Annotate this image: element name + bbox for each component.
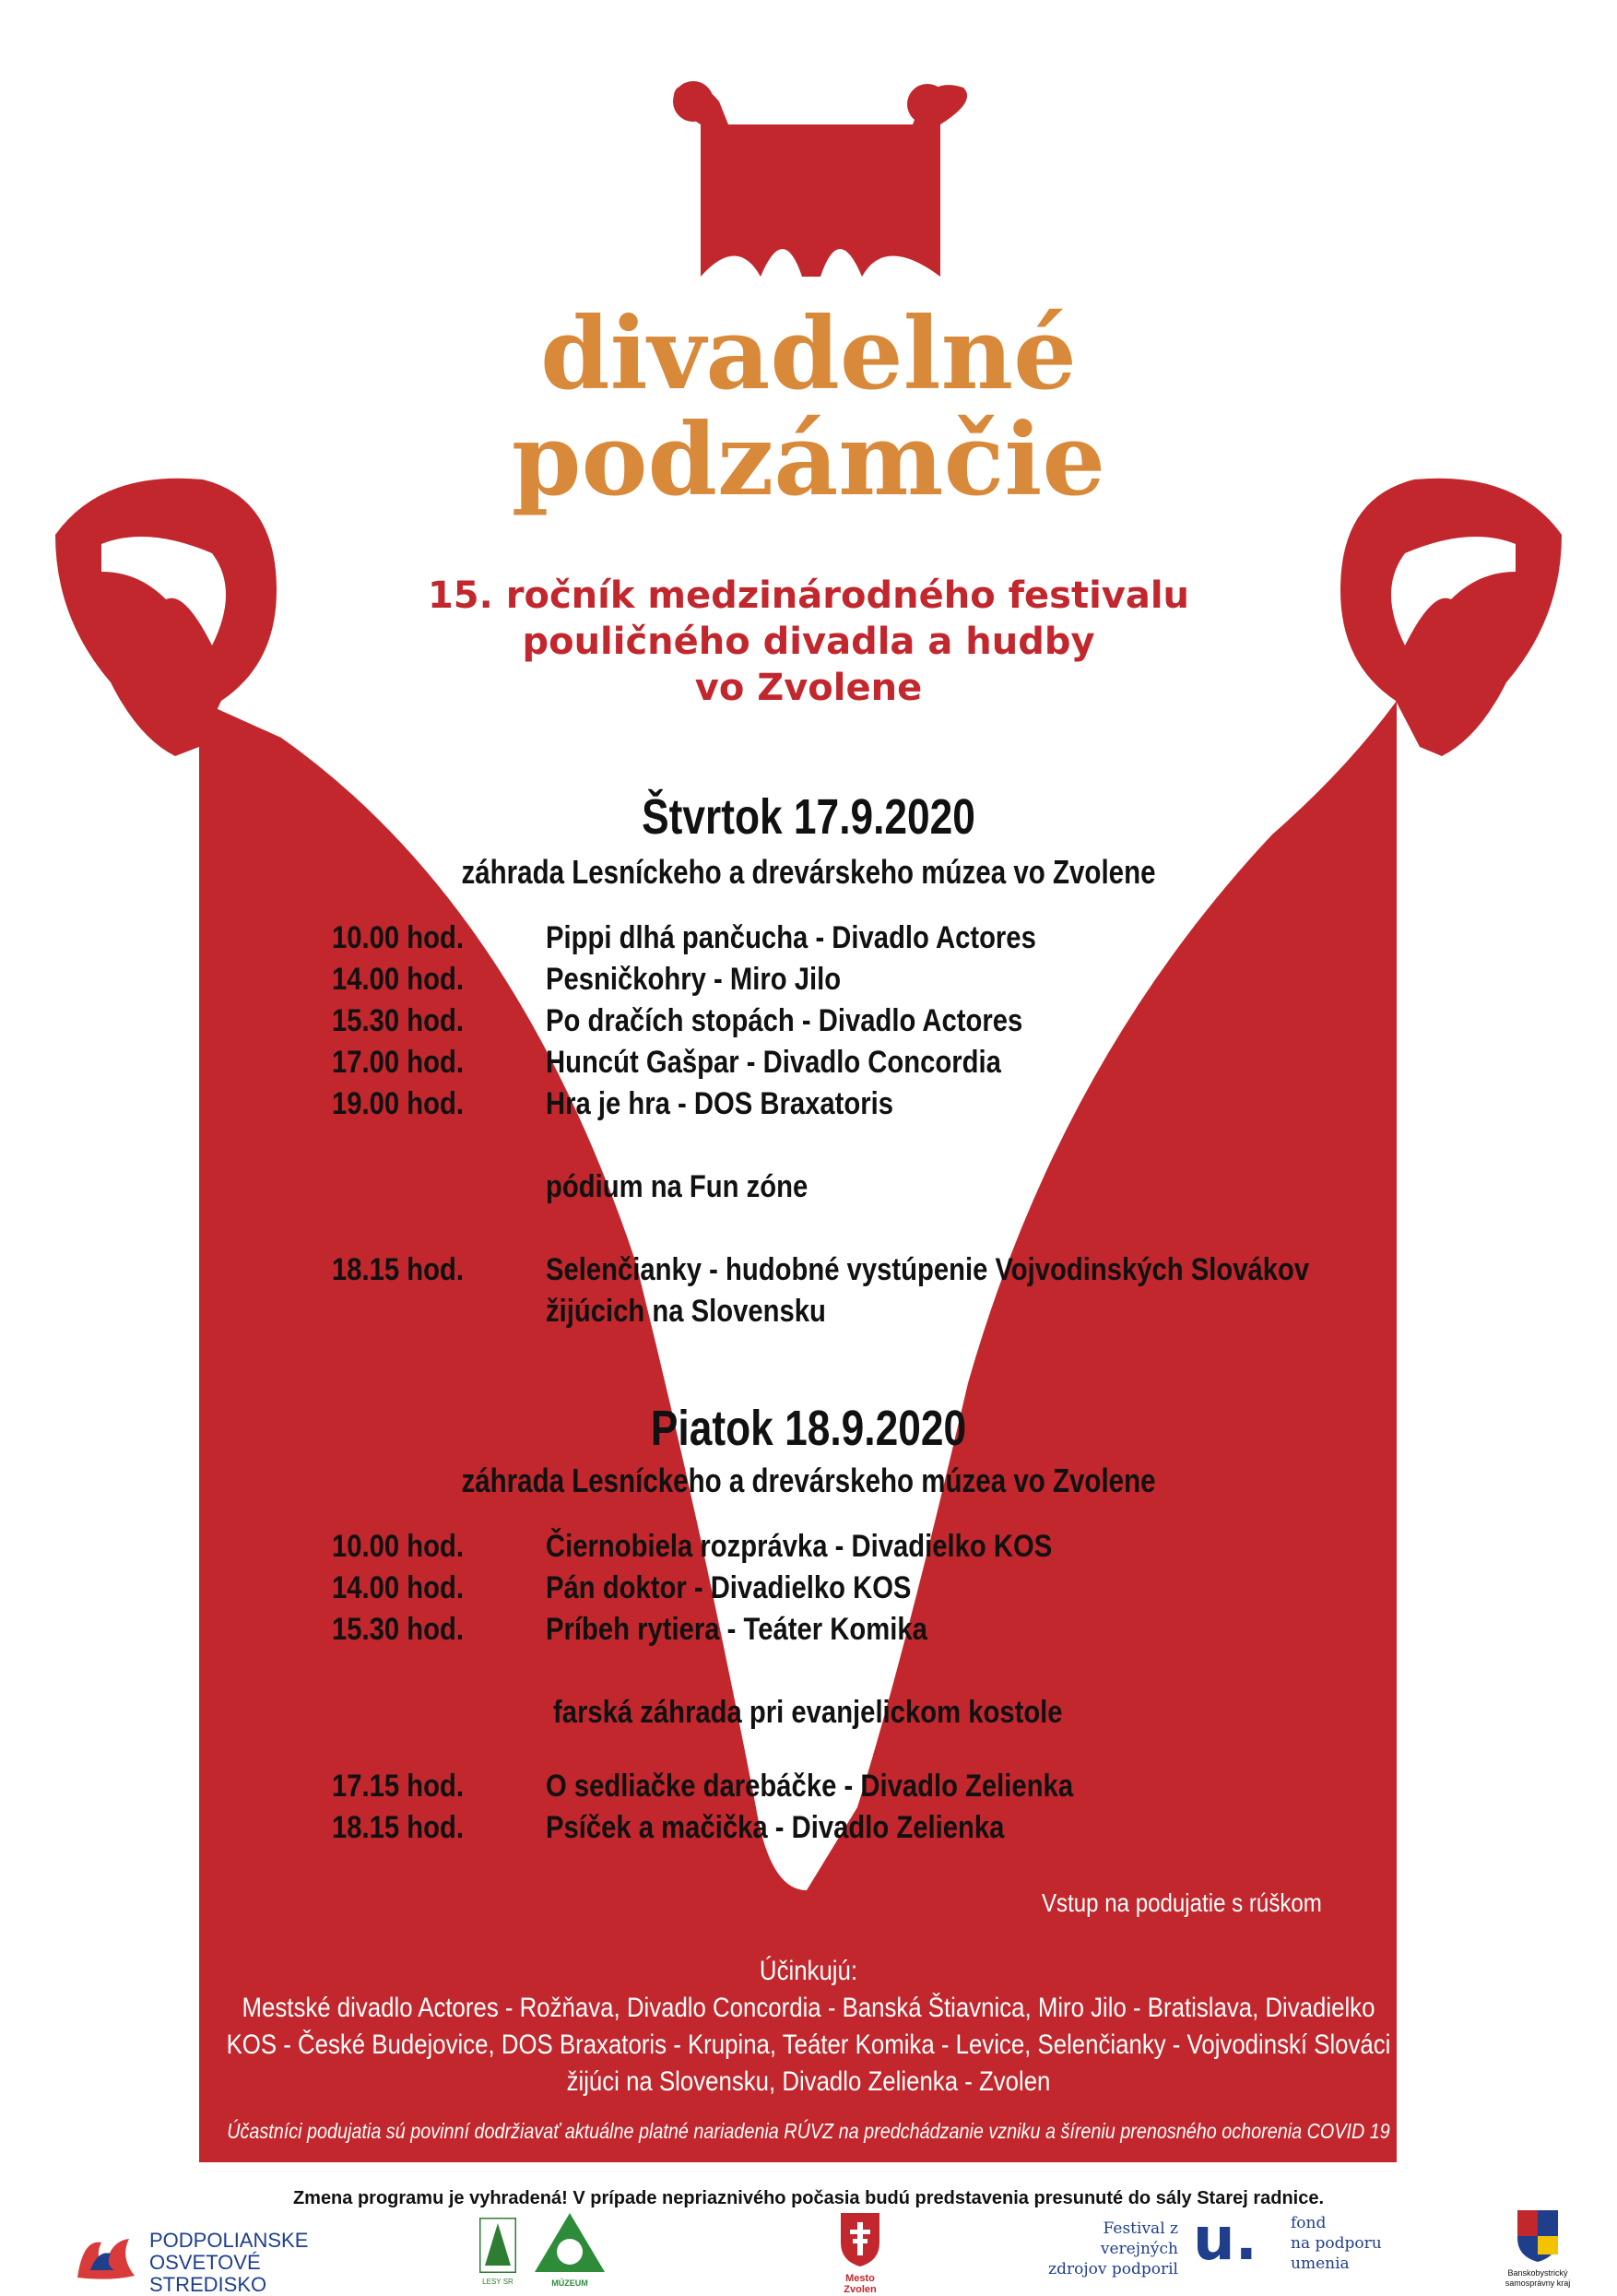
performers-line3: žijúci na Slovensku, Divadlo Zelienka - Zvolen	[566, 2066, 1051, 2097]
schedule-time: 14.00 hod.	[332, 962, 465, 997]
schedule-time: 15.30 hod.	[332, 1003, 465, 1038]
schedule-time: 17.15 hod.	[332, 1769, 465, 1804]
bbsk-line2: samosprávny kraj	[1505, 2278, 1571, 2288]
schedule-time: 15.30 hod.	[332, 1612, 465, 1647]
subtitle-line3: vo Zvolene	[694, 667, 923, 709]
schedule-event: Čiernobiela rozprávka - Divadielko KOS	[546, 1529, 1053, 1564]
performers-line1: Mestské divadlo Actores - Rožňava, Divadlo Concordia - Banská Štiavnica, Miro Jilo - Bratislava, Divadielko	[242, 1993, 1375, 2023]
muzeum-label: MÚZEUM	[551, 2278, 588, 2288]
sponsor-pos	[74, 2229, 341, 2296]
day2-venue: záhrada Lesníckeho a drevárskeho múzea vo Zvolene	[461, 1462, 1156, 1499]
schedule-event: O sedliačke darebáčke - Divadlo Zelienka	[546, 1769, 1074, 1804]
schedule-time: 14.00 hod.	[332, 1570, 465, 1605]
pos-line2: OSVETOVÉ	[149, 2251, 261, 2274]
hat-top-shape	[701, 124, 940, 277]
pos-logo-icon	[74, 2230, 140, 2285]
day2-title: Piatok 18.9.2020	[650, 1401, 967, 1456]
muzeum-triangle-icon	[533, 2211, 607, 2274]
schedule-time: 10.00 hod.	[332, 1529, 465, 1564]
mask-note: Vstup na podujatie s rúškom	[1042, 1888, 1322, 1917]
schedule-event: Pán doktor - Divadielko KOS	[546, 1570, 912, 1605]
day1-title: Štvrtok 17.9.2020	[642, 789, 975, 845]
performers-heading: Účinkujú:	[759, 1956, 858, 1986]
bbsk-line1: Banskobystrický	[1507, 2268, 1568, 2278]
schedule-event: Hra je hra - DOS Braxatoris	[546, 1086, 894, 1121]
performers-line2: KOS - České Budejovice, DOS Braxatoris - Krupina, Teáter Komika - Levice, Selenčianky - Vojvodinskí Slováci	[226, 2030, 1391, 2060]
schedule-event: Psíček a mačička - Divadlo Zelienka	[546, 1810, 1005, 1845]
zvolen-coat-of-arms-icon	[828, 2211, 892, 2268]
day1-venue: záhrada Lesníckeho a drevárskeho múzea vo Zvolene	[461, 853, 1156, 891]
mesto-label: Mesto Zvolen	[844, 2273, 877, 2295]
logo-line2: podzámčie	[511, 402, 1106, 518]
subtitle-line2: pouličného divadla a hudby	[522, 621, 1095, 663]
subtitle-line1: 15. ročník medzinárodného festivalu	[427, 574, 1190, 617]
schedule-event: Selenčianky - hudobné vystúpenie Vojvodinských Slovákov	[546, 1252, 1310, 1287]
bbsk-coat-of-arms-icon	[1501, 2208, 1575, 2264]
schedule-event: Pesničkohry - Miro Jilo	[546, 962, 842, 997]
logo-line1: divadelné	[540, 296, 1077, 412]
schedule-time: 10.00 hod.	[332, 920, 465, 955]
covid-note: Účastníci podujatia sú povinní dodržiavať aktuálne platné nariadenia RÚVZ na predchádzanie vzniku a šíreniu prenosného ochorenia COVID 19	[227, 2119, 1390, 2143]
fpu-right2: na podporu	[1291, 2234, 1382, 2253]
sponsor-lesy	[479, 2218, 516, 2284]
schedule-event: Pippi dlhá pančucha - Divadlo Actores	[546, 920, 1036, 955]
pos-line1: PODPOLIANSKE	[149, 2229, 309, 2252]
sponsor-bbsk	[1501, 2208, 1575, 2286]
performers-block	[0, 1953, 1617, 2101]
fpu-left1: Festival z verejných	[1100, 2219, 1178, 2258]
sponsor-mesto	[828, 2211, 892, 2295]
fpu-right3: umenia	[1291, 2255, 1350, 2273]
fpu-right1: fond	[1291, 2214, 1327, 2232]
schedule-event: žijúcich na Slovensku	[546, 1294, 826, 1329]
day1-stage2-label: pódium na Fun zóne	[546, 1169, 808, 1204]
lesy-label: LESY SR	[482, 2278, 513, 2286]
schedule-time: 18.15 hod.	[332, 1810, 465, 1845]
sponsor-muzeum	[533, 2211, 607, 2288]
fpu-letter-icon: u.	[1193, 2206, 1257, 2274]
fpu-left2: zdrojov podporil	[1048, 2260, 1178, 2278]
lesy-tree-icon	[479, 2218, 516, 2273]
day2-stage2-label: farská záhrada pri evanjelickom kostole	[553, 1695, 1063, 1730]
schedule-time: 19.00 hod.	[332, 1086, 465, 1121]
schedule-time: 18.15 hod.	[332, 1252, 465, 1287]
pos-line3: STREDISKO	[149, 2273, 267, 2296]
schedule-event: Po dračích stopách - Divadlo Actores	[546, 1003, 1023, 1038]
schedule-event: Huncút Gašpar - Divadlo Concordia	[546, 1045, 1001, 1080]
schedule-time: 17.00 hod.	[332, 1045, 465, 1080]
sponsor-fpu	[1040, 2206, 1427, 2278]
schedule-event: Príbeh rytiera - Teáter Komika	[546, 1612, 927, 1647]
footer-note: Zmena programu je vyhradená! V prípade nepriaznivého počasia budú predstavenia presunuté do sály Starej radnice.	[292, 2188, 1325, 2208]
